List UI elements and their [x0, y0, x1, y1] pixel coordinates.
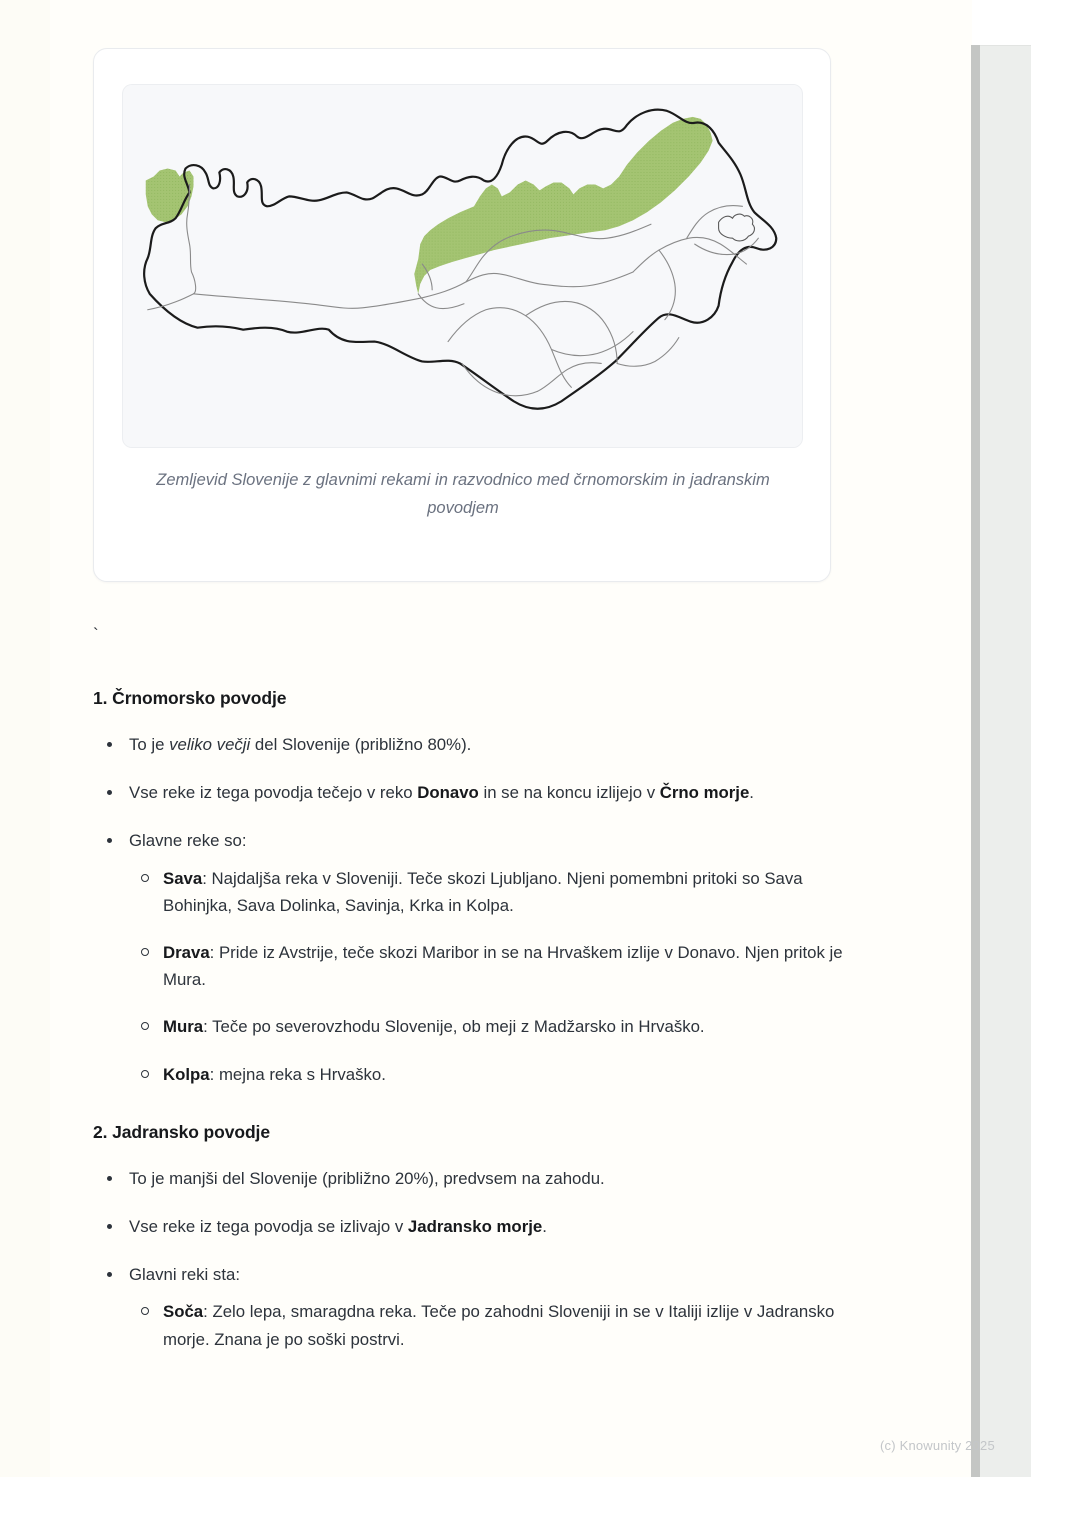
list-item: [93, 1165, 853, 1192]
text-run-normal: in se na koncu izlijejo v: [478, 783, 660, 803]
text-run-bold: Črno morje: [659, 783, 750, 803]
text-run-italic: veliko večji: [169, 735, 251, 754]
text-run-normal: .: [749, 783, 754, 803]
list-item: [93, 779, 853, 806]
figure-caption: Zemljevid Slovenije z glavnimi rekami in razvodnico med črnomorskim in jadranskim povodjem: [156, 471, 770, 517]
sub-bullet-list: [129, 1298, 853, 1352]
section-heading-2: 2. Jadransko povodje: [93, 1121, 270, 1142]
vertical-scrollbar-thumb[interactable]: [971, 45, 980, 1477]
text-run-normal: .: [542, 1217, 547, 1237]
sub-bullet-list: [129, 865, 853, 1088]
map-image-container: [122, 84, 803, 448]
text-run-normal: : Najdaljša reka v Sloveniji. Teče skozi Ljubljano. Njeni pomembni pritoki so Sava Bohinjka, Sava Dolinka, Savinja, Krka in Kolpa.: [163, 868, 803, 915]
vertical-scrollbar-track[interactable]: [971, 45, 980, 1477]
list-item: [93, 1213, 853, 1240]
right-side-panel: [980, 45, 1031, 1477]
text-run-normal: : mejna reka s Hrvaško.: [209, 1064, 386, 1084]
text-run-bold: Sava: [163, 868, 203, 888]
stray-backtick-text: `: [93, 625, 99, 644]
document-content: [93, 688, 853, 1363]
text-run-normal: To je: [129, 735, 170, 754]
text-run-bold: Drava: [163, 943, 210, 963]
figure-card: [93, 48, 831, 582]
sub-list-item: [129, 865, 853, 919]
bullet-list-1: [93, 731, 853, 1088]
copyright-watermark: (c) Knowunity 2025: [880, 1438, 995, 1453]
sub-list-item: [129, 1013, 853, 1040]
sub-list-item: [129, 1298, 853, 1352]
text-run-normal: : Pride iz Avstrije, teče skozi Maribor in se na Hrvaškem izlije v Donavo. Njen pritok je Mura.: [163, 943, 843, 990]
map-of-slovenia-rivers-watershed-image: [123, 85, 802, 447]
text-run-normal: : Zelo lepa, smaragdna reka. Teče po zahodni Sloveniji in se v Italiji izlije v Jadransko morje. Znana je po soški postrvi.: [163, 1302, 835, 1349]
bullet-list-2: [93, 1165, 853, 1353]
sub-list-item: [129, 939, 853, 993]
section-heading-1: 1. Črnomorsko povodje: [93, 688, 287, 708]
list-item: [93, 1261, 853, 1353]
text-run-normal: del Slovenije (približno 80%).: [250, 735, 472, 754]
text-run-normal: Glavni reki sta:: [129, 1265, 240, 1285]
text-run-normal: Glavne reke so:: [129, 831, 247, 851]
text-run-bold: Mura: [163, 1017, 204, 1037]
text-run-bold: Donavo: [417, 783, 479, 803]
text-run-normal: Vse reke iz tega povodja se izlivajo v: [129, 1217, 408, 1237]
text-run-normal: : Teče po severovzhodu Slovenije, ob meji z Madžarsko in Hrvaško.: [203, 1017, 705, 1037]
text-run-bold: Kolpa: [163, 1064, 210, 1084]
text-run-bold: Soča: [163, 1302, 204, 1322]
text-run-bold: Jadransko morje: [407, 1217, 543, 1237]
list-item: [93, 731, 853, 758]
text-run-normal: To je manjši del Slovenije (približno 20%), predvsem na zahodu.: [129, 1168, 605, 1188]
text-run-normal: Vse reke iz tega povodja tečejo v reko: [129, 783, 418, 803]
sub-list-item: [129, 1061, 853, 1088]
list-item: [93, 827, 853, 1087]
